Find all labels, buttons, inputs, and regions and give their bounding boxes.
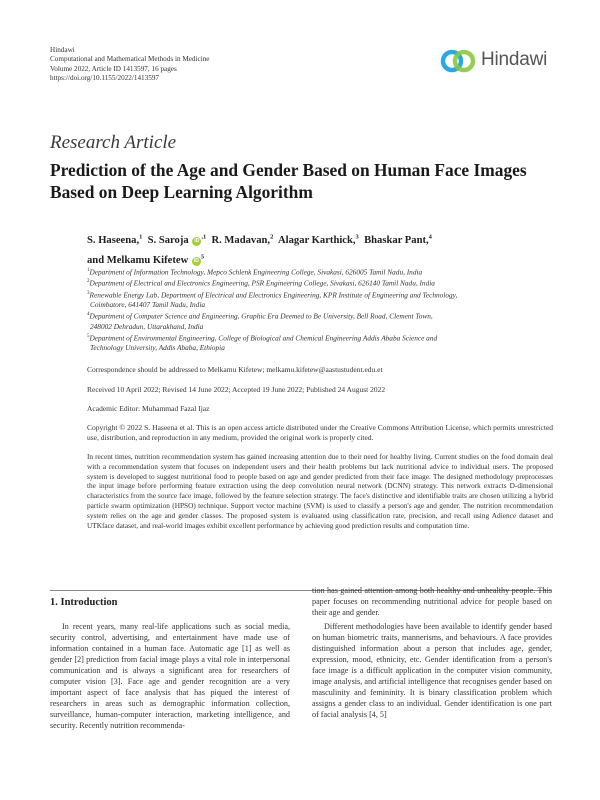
copyright-notice: Copyright © 2022 S. Haseena et al. This is an open access article distributed under the Creative Commons Attribution License, which permits unrestricted use, distribution, and reproduction in any medium, provided the original work is properly cited. xyxy=(87,423,553,442)
journal-name: Computational and Mathematical Methods in Medicine xyxy=(50,55,210,64)
author: S. Saroja $iD^{,1}$ xyxy=(147,233,207,246)
affiliation: $^5$Department of Environmental Engineering, College of Biological and Chemical Engineering Addis Ababa Science and Technology University, Addis Ababa, Ethiopia xyxy=(87,333,438,353)
hindawi-logo-icon xyxy=(440,44,482,78)
article-title: Prediction of the Age and Gender Based on Human Face Images Based on Deep Learning Algorithm xyxy=(50,160,527,202)
article-dates: Received 10 April 2022; Revised 14 June 2022; Accepted 19 June 2022; Published 24 August 2022 xyxy=(87,385,386,394)
paragraph: tion has gained attention among both healthy and unhealthy people. This paper focuses on recommending nutritional advice for people based on their age and gender. xyxy=(312,586,552,617)
doi-link[interactable]: https://doi.org/10.1155/2022/1413597 xyxy=(50,74,160,83)
author: Alagar Karthick,$^3$ xyxy=(278,233,359,246)
author: and Melkamu Kifetew $iD^5$ xyxy=(87,253,205,267)
author: S. Haseena,$^1$ xyxy=(87,233,143,246)
paragraph: In recent years, many real-life applications such as social media, security control, advertising, and entertainment have made use of information contained in a human face. Automatic age [1] as well as gender [2] prediction from facial image plays a vital role in interpersonal communication and is always a significant area for researchers of computer vision [3]. Face age and gender recognition are a very important aspect of face analysis that has piqued the interest of researchers in areas such as demographic information collection, surveillance, human-computer interaction, marketing intelligence, and security. Recently nutrition recommenda- xyxy=(50,622,290,730)
hindawi-logo xyxy=(440,44,552,78)
paragraph: Different methodologies have been available to identify gender based on human biometric traits, mannerisms, and behaviours. A face provides distinguished information about a person that includes age, gender, expression, mood, ethnicity, etc. Gender identification from a person's face image is a difficult application in the computer vision community, image analysis, and artificial intelligence that recognises gender based on masculinity and femininity. It is binary classification problem which assigns a gender class to an individual. Gender identification is one part of facial analysis [4, 5] xyxy=(312,622,552,719)
affiliation: $^4$Department of Computer Science and Engineering, Graphic Era Deemed to Be University, Bell Road, Clement Town, 248002 Dehradun, Uttarakhand, India xyxy=(87,311,433,331)
academic-editor: Academic Editor: Muhammad Fazal Ijaz xyxy=(87,404,210,413)
author-list xyxy=(87,228,547,269)
body-column-right xyxy=(312,585,552,720)
section-heading: 1. Introduction xyxy=(50,597,118,608)
logo-text: Hindawi xyxy=(481,49,548,70)
body-column-left xyxy=(50,621,290,731)
affiliation: $^1$Department of Information Technology, Mepco Schlenk Engineering College, Sivakasi, 626005 Tamil Nadu, India xyxy=(87,267,423,277)
orcid-icon[interactable]: iD xyxy=(194,237,200,244)
volume-info: Volume 2022, Article ID 1413597, 16 pages xyxy=(50,64,177,73)
orcid-icon[interactable]: iD xyxy=(193,258,199,265)
affiliation: $^3$Renewable Energy Lab, Department of Electrical and Electronics Engineering, KPR Institute of Engineering and Technology, Coimbatore, 641407 Tamil Nadu, India xyxy=(87,290,458,310)
journal-header xyxy=(50,46,210,84)
author: R. Madavan,$^2$ xyxy=(211,233,274,246)
abstract: In recent times, nutrition recommendation system has gained increasing attention due to their need for healthy living. Current studies on the food domain deal with a recommendation system that focuses on independent users and their health problems but lack nutritional advice to individual users. The proposed system is developed to suggest nutritional food to people based on age and gender predicted from their face image. The designed methodology preprocesses the input image before performing feature extraction using the deep convolution neural network (DCNN) strategy. This network extracts D-dimensional characteristics from the source face image, followed by the feature selection strategy. The face's distinctive and identifiable traits are chosen utilizing a hybrid particle swarm optimization (HPSO) technique. Support vector machine (SVM) is used to classify a person's age and gender. The nutrition recommendation system relies on the age and gender classes. The proposed system is evaluated using classification rate, precision, and recall using Adience dataset and UTKface dataset, and real-world images exhibit excellent performance by achieving good prediction results and computation time. xyxy=(87,452,553,530)
article-type: Research Article xyxy=(50,132,177,153)
affiliation: $^2$Department of Electrical and Electronics Engineering, PSR Engineering College, Sivakasi, 626140 Tamil Nadu, India xyxy=(87,278,435,288)
affiliation-list xyxy=(87,266,552,353)
author: Bhaskar Pant,$^4$ xyxy=(364,233,432,246)
publisher-name: Hindawi xyxy=(50,46,75,54)
correspondence: Correspondence should be addressed to Melkamu Kifetew; melkamu.kifetew@aastustudent.edu.et xyxy=(87,365,383,374)
